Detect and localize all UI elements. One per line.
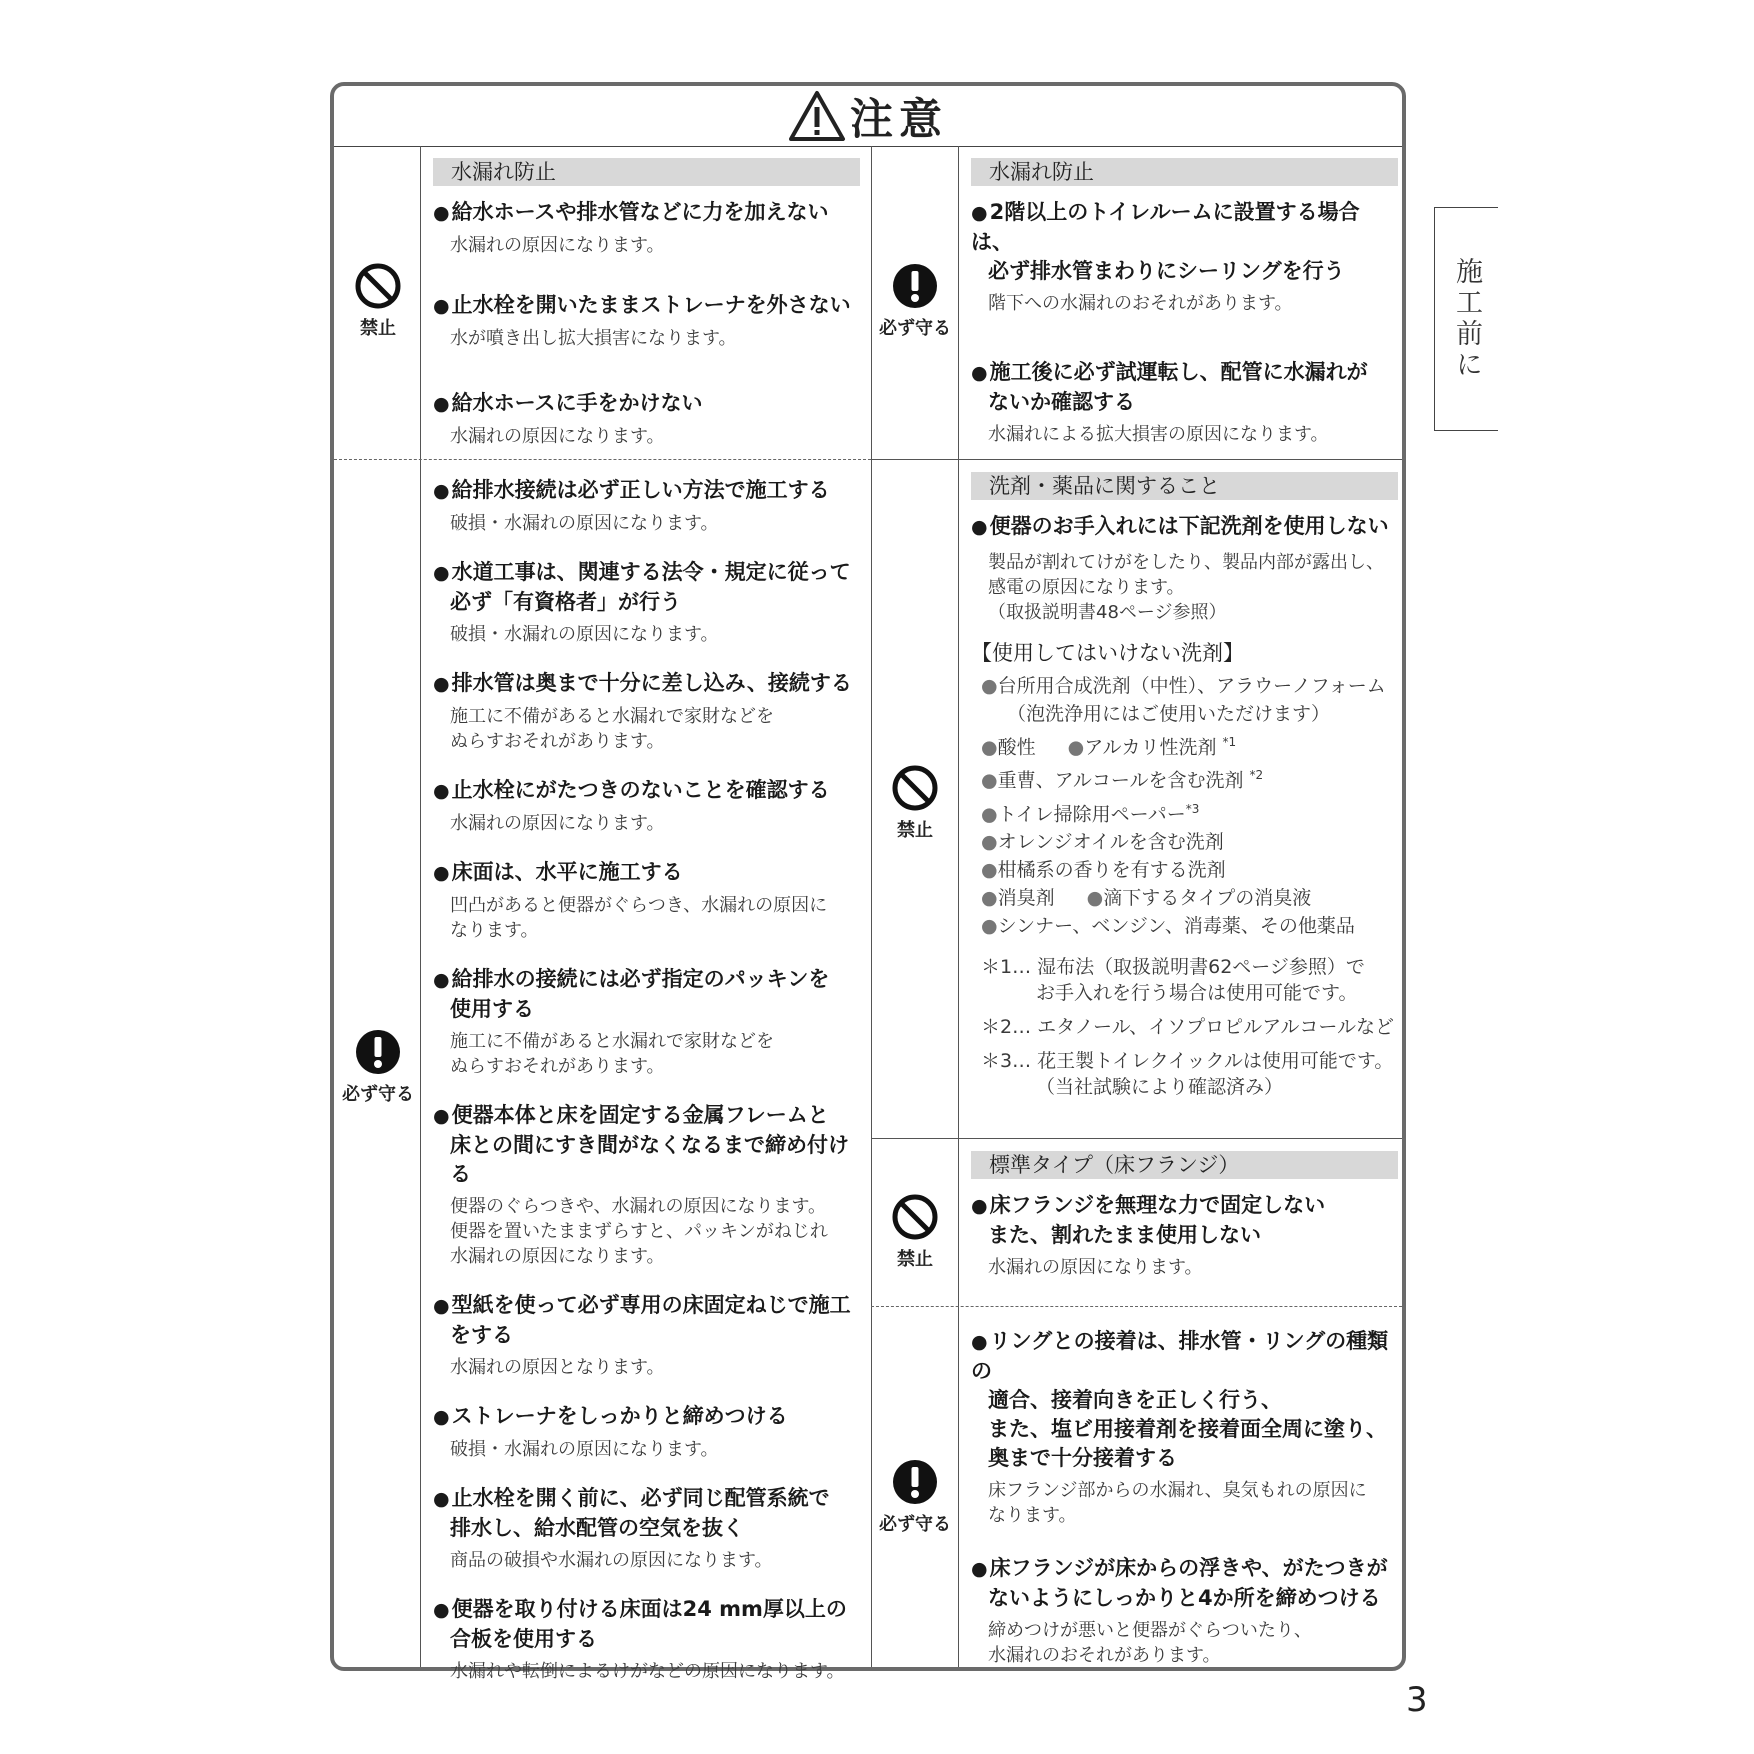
list-item: ●床フランジを無理な力で固定しない また、割れたまま使用しない 水漏れの原因になります。 <box>971 1191 1398 1280</box>
caution-header <box>334 86 1402 147</box>
prohibit-icon <box>354 262 402 310</box>
item-title: 止水栓を開いたままストレーナを外さない <box>451 293 851 317</box>
list-item: ●給水ホースに手をかけない 水漏れの原因になります。 <box>433 389 860 449</box>
item-title: 奥まで十分接着する <box>988 1446 1177 1470</box>
item-body: 水漏れの原因になります。 <box>450 813 665 834</box>
list-item: ●2階以上のトイレルームに設置する場合は、 必ず排水管まわりにシーリングを行う 階下への水漏れのおそれがあります。 <box>971 198 1398 316</box>
item-title: 給排水接続は必ず正しい方法で施工する <box>451 478 830 502</box>
item-body: 水が噴き出し拡大損害になります。 <box>450 328 737 349</box>
item-title: ストレーナをしっかりと締めつける <box>451 1404 788 1428</box>
item-title: 床フランジを無理な力で固定しない <box>989 1193 1326 1217</box>
list-item: ●便器本体と床を固定する金属フレームと 床との間にすき間がなくなるまで締め付ける 便器のぐらつきや、水漏れの原因になります。 便器を置いたままずらすと、パッキンがねじれ 水漏れの原因になります。 <box>433 1101 865 1269</box>
divider <box>871 146 872 1667</box>
warning-triangle-icon <box>788 90 846 142</box>
left-section-mandatory <box>433 476 865 1684</box>
item-title: 止水栓にがたつきのないことを確認する <box>451 778 830 802</box>
item-body: 破損・水漏れの原因になります。 <box>450 513 719 534</box>
caution-title: 注意 <box>850 94 948 145</box>
item-body: 床フランジ部からの水漏れ、臭気もれの原因に <box>988 1480 1367 1501</box>
item-body: 凹凸があると便器がぐらつき、水漏れの原因に <box>450 895 828 916</box>
footnote: ＊3… 花王製トイレクイックルは使用可能です。 （当社試験により確認済み） <box>981 1049 1394 1098</box>
item-title: 水道工事は、関連する法令・規定に従って <box>451 560 851 584</box>
item-title: ないようにしっかりと4か所を締めつける <box>988 1586 1381 1610</box>
item-body: 施工に不備があると水漏れで家財などを <box>450 1031 774 1052</box>
item-title: 床面は、水平に施工する <box>451 860 683 884</box>
prohibit-symbol <box>871 764 959 842</box>
list-item: ●床面は、水平に施工する 凹凸があると便器がぐらつき、水漏れの原因に なります。 <box>433 858 865 943</box>
right-section-water-leak <box>971 158 1398 447</box>
item-title: 給水ホースに手をかけない <box>451 391 703 415</box>
item-body: ぬらすおそれがあります。 <box>450 731 665 752</box>
item-title: 型紙を使って必ず専用の床固定ねじで施工 <box>451 1293 851 1317</box>
mandatory-icon <box>891 1458 939 1506</box>
section-heading: 洗剤・薬品に関すること <box>971 472 1398 500</box>
prohibit-icon <box>891 764 939 812</box>
side-tab-label: 施工前に <box>1451 257 1482 381</box>
list-item: ●水道工事は、関連する法令・規定に従って 必ず「有資格者」が行う 破損・水漏れの原因になります。 <box>433 558 865 647</box>
list-item: ●型紙を使って必ず専用の床固定ねじで施工 をする 水漏れの原因となります。 <box>433 1291 865 1380</box>
item-body: 水漏れの原因となります。 <box>450 1357 665 1378</box>
list-item: ●重曹、アルコールを含む洗剤 $^{*2}$ <box>981 768 1264 792</box>
item-title: 2階以上のトイレルームに設置する場合は、 <box>971 200 1360 254</box>
list-item: ●トイレ掃除用ペーパー$^{*3}$ <box>981 801 1200 825</box>
divider <box>958 146 959 1667</box>
item-body: 水漏れや転倒によるけがなどの原因になります。 <box>450 1661 845 1682</box>
item-body: 水漏れのおそれがあります。 <box>988 1645 1221 1666</box>
section-heading: 水漏れ防止 <box>971 158 1398 186</box>
item-title: 必ず排水管まわりにシーリングを行う <box>988 259 1345 283</box>
item-body: 施工に不備があると水漏れで家財などを <box>450 706 774 727</box>
list-item: ●酸性 ●アルカリ性洗剤 $^{*1}$ <box>981 735 1237 759</box>
item-title: 排水管は奥まで十分に差し込み、接続する <box>451 671 852 695</box>
section-heading: 水漏れ防止 <box>433 158 860 186</box>
list-item: ●床フランジが床からの浮きや、がたつきが ないようにしっかりと4か所を締めつける 締めつけが悪いと便器がぐらついたり、 水漏れのおそれがあります。 <box>971 1554 1403 1668</box>
list-item: ●止水栓にがたつきのないことを確認する 水漏れの原因になります。 <box>433 776 865 836</box>
right-section-floor-flange <box>971 1151 1398 1280</box>
item-title: 床フランジが床からの浮きや、がたつきが <box>989 1556 1388 1580</box>
item-body: 水漏れの原因になります。 <box>988 1257 1203 1278</box>
item-body: 水漏れの原因になります。 <box>450 426 665 447</box>
list-item: ●シンナー、ベンジン、消毒薬、その他薬品 <box>981 914 1355 937</box>
item-body: 破損・水漏れの原因になります。 <box>450 624 719 645</box>
item-body: （取扱説明書48ページ参照） <box>988 602 1227 623</box>
item-title: ないか確認する <box>988 390 1135 414</box>
prohibited-list <box>971 672 1398 940</box>
item-body: 感電の原因になります。 <box>988 577 1185 598</box>
list-item: ●給水ホースや排水管などに力を加えない 水漏れの原因になります。 <box>433 198 860 258</box>
left-section-water-leak <box>433 158 860 449</box>
list-item: ●便器のお手入れには下記洗剤を使用しない 製品が割れてけがをしたり、製品内部が露出し、 感電の原因になります。 （取扱説明書48ページ参照） <box>971 512 1398 625</box>
item-title: 必ず「有資格者」が行う <box>450 590 681 614</box>
item-body: 階下への水漏れのおそれがあります。 <box>988 293 1293 314</box>
item-body: 商品の破損や水漏れの原因になります。 <box>450 1550 773 1571</box>
item-body: なります。 <box>450 920 539 941</box>
item-body: ぬらすおそれがあります。 <box>450 1056 665 1077</box>
item-body: 水漏れの原因になります。 <box>450 1246 665 1267</box>
item-title: 排水し、給水配管の空気を抜く <box>450 1516 744 1540</box>
mandatory-symbol <box>334 1028 422 1106</box>
section-heading: 標準タイプ（床フランジ） <box>971 1151 1398 1179</box>
item-body: 製品が割れてけがをしたり、製品内部が露出し、 <box>988 552 1384 573</box>
list-item: ●止水栓を開く前に、必ず同じ配管系統で 排水し、給水配管の空気を抜く 商品の破損や水漏れの原因になります。 <box>433 1484 865 1573</box>
list-item: ●ストレーナをしっかりと締めつける 破損・水漏れの原因になります。 <box>433 1402 865 1462</box>
prohibit-label: 禁止 <box>360 318 396 339</box>
mandatory-label: 必ず守る <box>879 1514 951 1535</box>
mandatory-symbol <box>871 262 959 340</box>
item-title: 床との間にすき間がなくなるまで締め付ける <box>450 1133 849 1186</box>
prohibit-label: 禁止 <box>897 820 933 841</box>
item-title: リングとの接着は、排水管・リングの種類の <box>971 1329 1389 1383</box>
divider <box>334 459 871 460</box>
mandatory-symbol <box>871 1458 959 1536</box>
divider <box>420 146 421 1667</box>
item-title: また、塩ビ用接着剤を接着面全周に塗り、 <box>988 1417 1387 1441</box>
list-item: ●止水栓を開いたままストレーナを外さない 水が噴き出し拡大損害になります。 <box>433 291 860 351</box>
divider <box>871 1138 1402 1139</box>
prohibit-symbol <box>334 262 422 340</box>
caution-panel <box>330 82 1406 1682</box>
side-tab <box>1434 207 1498 431</box>
item-title: また、割れたまま使用しない <box>988 1223 1261 1247</box>
mandatory-label: 必ず守る <box>342 1084 414 1105</box>
right-section-detergent <box>971 472 1398 1100</box>
mandatory-label: 必ず守る <box>879 318 951 339</box>
list-item: ●施工後に必ず試運転し、配管に水漏れが ないか確認する 水漏れによる拡大損害の原因になります。 <box>971 358 1398 447</box>
list-item: ●オレンジオイルを含む洗剤 <box>981 830 1224 853</box>
item-title: 適合、接着向きを正しく行う、 <box>988 1388 1282 1412</box>
mandatory-icon <box>891 262 939 310</box>
list-item: ●排水管は奥まで十分に差し込み、接続する 施工に不備があると水漏れで家財などを ぬらすおそれがあります。 <box>433 669 865 754</box>
prohibit-label: 禁止 <box>897 1249 933 1270</box>
item-body: 締めつけが悪いと便器がぐらついたり、 <box>988 1620 1312 1641</box>
mandatory-icon <box>354 1028 402 1076</box>
footnote: ＊2… エタノール、イソプロピルアルコールなど <box>981 1015 1394 1038</box>
item-body: 便器を置いたままずらすと、パッキンがねじれ <box>450 1221 828 1242</box>
page-number: 3 <box>1406 1680 1428 1720</box>
list-item: ●給排水接続は必ず正しい方法で施工する 破損・水漏れの原因になります。 <box>433 476 865 536</box>
item-title: 使用する <box>450 997 534 1021</box>
item-title: 給排水の接続には必ず指定のパッキンを <box>451 967 830 991</box>
right-section-mandatory <box>971 1327 1403 1668</box>
list-item: ●柑橘系の香りを有する洗剤 <box>981 858 1226 881</box>
prohibited-list-heading: 【使用してはいけない洗剤】 <box>971 641 1244 665</box>
item-title: 止水栓を開く前に、必ず同じ配管系統で <box>451 1486 830 1510</box>
item-title: 便器を取り付ける床面は24 mm厚以上の <box>451 1597 847 1621</box>
item-title: 施工後に必ず試運転し、配管に水漏れが <box>989 360 1368 384</box>
divider <box>871 1306 1402 1307</box>
item-title: 便器本体と床を固定する金属フレームと <box>451 1103 829 1127</box>
prohibit-symbol <box>871 1193 959 1271</box>
list-item: ●消臭剤 ●滴下するタイプの消臭液 <box>981 886 1312 909</box>
item-title: 合板を使用する <box>450 1627 597 1651</box>
prohibit-icon <box>891 1193 939 1241</box>
divider <box>871 459 1402 460</box>
item-body: 水漏れによる拡大損害の原因になります。 <box>988 424 1329 445</box>
list-item: ●リングとの接着は、排水管・リングの種類の 適合、接着向きを正しく行う、 また、塩ビ用接着剤を接着面全周に塗り、 奥まで十分接着する 床フランジ部からの水漏れ、臭気もれの原因に なります。 <box>971 1327 1403 1528</box>
list-item: ●給排水の接続には必ず指定のパッキンを 使用する 施工に不備があると水漏れで家財などを ぬらすおそれがあります。 <box>433 965 865 1079</box>
list-item: ●台所用合成洗剤（中性）、アラウーノフォーム （泡洗浄用にはご使用いただけます） <box>981 675 1386 725</box>
item-title: 給水ホースや排水管などに力を加えない <box>451 200 829 224</box>
item-body: 破損・水漏れの原因になります。 <box>450 1439 719 1460</box>
footnote: ＊1… 湿布法（取扱説明書62ページ参照）で お手入れを行う場合は使用可能です。 <box>981 955 1365 1004</box>
list-item: ●便器を取り付ける床面は24 mm厚以上の 合板を使用する 水漏れや転倒によるけがなどの原因になります。 <box>433 1595 865 1684</box>
item-title: 便器のお手入れには下記洗剤を使用しない <box>989 514 1389 538</box>
item-body: 便器のぐらつきや、水漏れの原因になります。 <box>450 1196 827 1217</box>
item-body: なります。 <box>988 1505 1077 1526</box>
item-body: 水漏れの原因になります。 <box>450 235 665 256</box>
item-title: をする <box>450 1323 513 1347</box>
